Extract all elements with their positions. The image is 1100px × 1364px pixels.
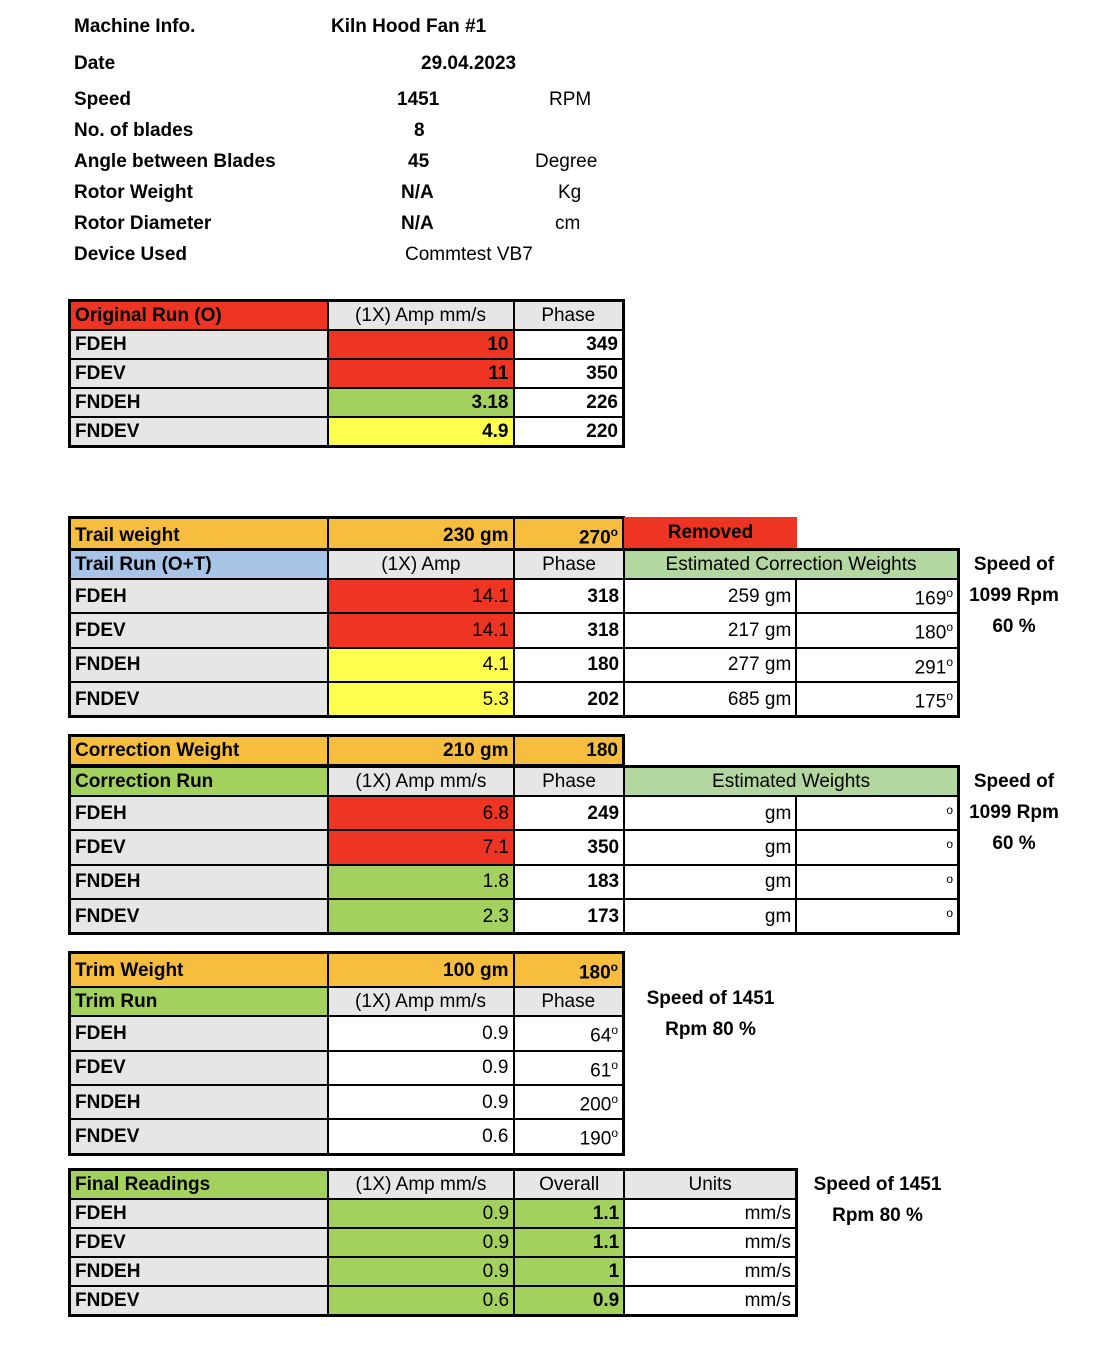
amp-header: (1X) Amp mm/s bbox=[328, 987, 514, 1016]
row-label: FDEV bbox=[70, 1051, 328, 1085]
est-angle bbox=[796, 899, 958, 934]
machine-label: Machine Info. bbox=[74, 16, 196, 37]
est-weight: 277 gm bbox=[624, 648, 796, 682]
row-label: FDEV bbox=[70, 613, 328, 647]
degree-icon: o bbox=[946, 654, 953, 669]
table-header-row bbox=[70, 1170, 797, 1200]
phase-value: 183 bbox=[514, 865, 624, 899]
degree-icon: o bbox=[946, 837, 953, 852]
row-label: FNDEH bbox=[70, 388, 328, 417]
phase-header: Phase bbox=[514, 987, 624, 1016]
row-label: FDEH bbox=[70, 1016, 328, 1050]
machine-value: Kiln Hood Fan #1 bbox=[331, 16, 487, 37]
degree-icon: o bbox=[611, 1057, 618, 1072]
table-row bbox=[70, 330, 624, 359]
est-weight: gm bbox=[624, 865, 796, 899]
correction-speed-note bbox=[960, 766, 1068, 859]
row-label: FNDEV bbox=[70, 682, 328, 717]
table-row bbox=[70, 830, 959, 864]
amp-value: 11 bbox=[328, 359, 514, 388]
speed-label: Speed bbox=[74, 89, 132, 110]
table-row bbox=[70, 359, 624, 388]
date-value: 29.04.2023 bbox=[421, 53, 517, 74]
amp-value: 3.18 bbox=[328, 388, 514, 417]
trial-run-title: Trail Run (O+T) bbox=[70, 550, 328, 580]
row-label: FNDEV bbox=[70, 1119, 328, 1154]
overall-header: Overall bbox=[514, 1170, 624, 1200]
row-label: FDEV bbox=[70, 1228, 328, 1257]
amp-header: (1X) Amp mm/s bbox=[328, 1170, 514, 1200]
speed-note-line: Speed of bbox=[973, 554, 1055, 575]
table-header-row bbox=[70, 767, 959, 797]
speed-note-line: Rpm 80 % bbox=[665, 1019, 756, 1040]
rotor-diameter-value: N/A bbox=[401, 213, 434, 234]
amp-value: 7.1 bbox=[328, 830, 514, 864]
overall-value: 1.1 bbox=[514, 1228, 624, 1257]
amp-value: 0.9 bbox=[328, 1199, 514, 1228]
table-row bbox=[70, 865, 959, 899]
trial-weight-value: 230 gm bbox=[328, 518, 514, 553]
overall-value: 0.9 bbox=[514, 1286, 624, 1316]
row-label: FDEH bbox=[70, 796, 328, 830]
angle-unit: Degree bbox=[535, 151, 598, 172]
trial-weight-label: Trail weight bbox=[70, 518, 328, 553]
amp-value: 14.1 bbox=[328, 613, 514, 647]
phase-value: 318 bbox=[514, 613, 624, 647]
trial-speed-note bbox=[960, 549, 1068, 642]
speed-note-line: 60 % bbox=[992, 833, 1036, 854]
phase-header: Phase bbox=[514, 301, 624, 331]
speed-note-line: 1099 Rpm bbox=[969, 585, 1059, 606]
amp-value: 10 bbox=[328, 330, 514, 359]
table-header-row bbox=[70, 301, 624, 331]
phase-value: 350 bbox=[514, 359, 624, 388]
phase-value: 64$^o$ bbox=[514, 1016, 624, 1050]
blades-label: No. of blades bbox=[74, 120, 194, 141]
phase-value: 349 bbox=[514, 330, 624, 359]
units-value: mm/s bbox=[624, 1199, 796, 1228]
trial-weight-angle: 270$^o$ bbox=[514, 518, 624, 553]
est-weight: gm bbox=[624, 796, 796, 830]
units-header: Units bbox=[624, 1170, 796, 1200]
correction-weight-table bbox=[68, 734, 625, 767]
overall-value: 1 bbox=[514, 1257, 624, 1286]
table-row bbox=[70, 1119, 624, 1154]
blades-value: 8 bbox=[414, 120, 425, 141]
row-label: FDEH bbox=[70, 579, 328, 613]
degree-icon: o bbox=[946, 586, 953, 600]
estimated-correction-header: Estimated Correction Weights bbox=[624, 550, 958, 580]
speed-note-line: 1099 Rpm bbox=[969, 802, 1059, 823]
trim-weight-row bbox=[70, 953, 624, 988]
amp-value: 5.3 bbox=[328, 682, 514, 717]
table-row bbox=[70, 613, 959, 647]
est-angle: 175$^o$ bbox=[796, 682, 958, 717]
table-row bbox=[70, 579, 959, 613]
correction-run-title: Correction Run bbox=[70, 767, 328, 797]
row-label: FNDEV bbox=[70, 417, 328, 447]
amp-header: (1X) Amp mm/s bbox=[328, 301, 514, 331]
amp-value: 14.1 bbox=[328, 579, 514, 613]
phase-header: Phase bbox=[514, 767, 624, 797]
row-label: FDEV bbox=[70, 359, 328, 388]
phase-value: 190$^o$ bbox=[514, 1119, 624, 1154]
amp-value: 6.8 bbox=[328, 796, 514, 830]
est-angle bbox=[796, 796, 958, 830]
angle-value: 45 bbox=[408, 151, 430, 172]
table-row bbox=[70, 1286, 797, 1316]
removed-badge: Removed bbox=[624, 517, 797, 548]
rotor-weight-unit: Kg bbox=[558, 182, 582, 203]
table-row bbox=[70, 682, 959, 717]
degree-icon: o bbox=[610, 525, 618, 539]
phase-value: 226 bbox=[514, 388, 624, 417]
table-row bbox=[70, 1199, 797, 1228]
degree-icon: o bbox=[610, 960, 618, 974]
amp-value: 1.8 bbox=[328, 865, 514, 899]
est-angle: 169$^o$ bbox=[796, 579, 958, 613]
phase-value: 61$^o$ bbox=[514, 1051, 624, 1085]
table-row bbox=[70, 417, 624, 447]
table-header-row bbox=[70, 550, 959, 580]
degree-icon: o bbox=[946, 803, 953, 817]
row-label: FNDEH bbox=[70, 1085, 328, 1119]
table-row bbox=[70, 1257, 797, 1286]
correction-weight-value: 210 gm bbox=[328, 736, 514, 766]
table-row bbox=[70, 1051, 624, 1085]
amp-value: 0.6 bbox=[328, 1286, 514, 1316]
original-run-title: Original Run (O) bbox=[70, 301, 328, 331]
row-label: FNDEV bbox=[70, 1286, 328, 1316]
amp-value: 0.6 bbox=[328, 1119, 514, 1154]
rotor-diameter-unit: cm bbox=[555, 213, 581, 234]
correction-weight-angle: 180 bbox=[514, 736, 624, 766]
trim-run-table bbox=[68, 951, 625, 1156]
speed-note-line: 60 % bbox=[992, 616, 1036, 637]
final-speed-note bbox=[800, 1169, 955, 1231]
amp-header: (1X) Amp bbox=[328, 550, 514, 580]
speed-note-line: Speed of bbox=[973, 771, 1055, 792]
est-angle: 180$^o$ bbox=[796, 613, 958, 647]
trim-speed-note bbox=[628, 983, 793, 1045]
amp-value: 0.9 bbox=[328, 1228, 514, 1257]
amp-value: 2.3 bbox=[328, 899, 514, 934]
phase-value: 220 bbox=[514, 417, 624, 447]
original-run-table bbox=[68, 299, 625, 448]
final-readings-title: Final Readings bbox=[70, 1170, 328, 1200]
amp-value: 4.1 bbox=[328, 648, 514, 682]
row-label: FDEH bbox=[70, 330, 328, 359]
estimated-weights-header: Estimated Weights bbox=[624, 767, 958, 797]
final-readings-table bbox=[68, 1168, 798, 1317]
table-row bbox=[70, 1228, 797, 1257]
phase-value: 350 bbox=[514, 830, 624, 864]
degree-icon: o bbox=[946, 688, 953, 703]
table-header-row bbox=[70, 987, 624, 1016]
rotor-weight-value: N/A bbox=[401, 182, 434, 203]
phase-value: 173 bbox=[514, 899, 624, 934]
correction-weight-label: Correction Weight bbox=[70, 736, 328, 766]
row-label: FNDEV bbox=[70, 899, 328, 934]
degree-icon: o bbox=[946, 620, 953, 635]
speed-note-line: Speed of 1451 bbox=[646, 988, 775, 1009]
est-weight: gm bbox=[624, 830, 796, 864]
amp-value: 4.9 bbox=[328, 417, 514, 447]
table-row bbox=[70, 899, 959, 934]
amp-value: 0.9 bbox=[328, 1085, 514, 1119]
speed-unit: RPM bbox=[549, 89, 592, 110]
trial-run-table bbox=[68, 548, 960, 718]
rotor-weight-label: Rotor Weight bbox=[74, 182, 193, 203]
amp-header: (1X) Amp mm/s bbox=[328, 767, 514, 797]
est-weight: 217 gm bbox=[624, 613, 796, 647]
amp-value: 0.9 bbox=[328, 1257, 514, 1286]
phase-value: 180 bbox=[514, 648, 624, 682]
degree-icon: o bbox=[946, 871, 953, 886]
degree-icon: o bbox=[946, 905, 953, 920]
phase-value: 200$^o$ bbox=[514, 1085, 624, 1119]
device-value: Commtest VB7 bbox=[405, 244, 533, 265]
est-weight: gm bbox=[624, 899, 796, 934]
correction-weight-row bbox=[70, 736, 624, 766]
trim-run-title: Trim Run bbox=[70, 987, 328, 1016]
phase-value: 202 bbox=[514, 682, 624, 717]
degree-icon: o bbox=[611, 1023, 618, 1038]
degree-icon: o bbox=[611, 1091, 618, 1106]
trim-weight-label: Trim Weight bbox=[70, 953, 328, 988]
row-label: FDEV bbox=[70, 830, 328, 864]
est-angle bbox=[796, 830, 958, 864]
angle-label: Angle between Blades bbox=[74, 151, 276, 172]
amp-value: 0.9 bbox=[328, 1016, 514, 1050]
units-value: mm/s bbox=[624, 1286, 796, 1316]
amp-value: 0.9 bbox=[328, 1051, 514, 1085]
row-label: FNDEH bbox=[70, 1257, 328, 1286]
table-row bbox=[70, 1016, 624, 1050]
units-value: mm/s bbox=[624, 1228, 796, 1257]
phase-value: 249 bbox=[514, 796, 624, 830]
table-row bbox=[70, 388, 624, 417]
row-label: FDEH bbox=[70, 1199, 328, 1228]
est-weight: 685 gm bbox=[624, 682, 796, 717]
row-label: FNDEH bbox=[70, 865, 328, 899]
rotor-diameter-label: Rotor Diameter bbox=[74, 213, 212, 234]
table-row bbox=[70, 648, 959, 682]
row-label: FNDEH bbox=[70, 648, 328, 682]
correction-run-table bbox=[68, 765, 960, 935]
phase-header: Phase bbox=[514, 550, 624, 580]
est-weight: 259 gm bbox=[624, 579, 796, 613]
est-angle: 291$^o$ bbox=[796, 648, 958, 682]
speed-note-line: Speed of 1451 bbox=[813, 1174, 942, 1195]
trim-weight-value: 100 gm bbox=[328, 953, 514, 988]
trim-weight-angle: 180$^o$ bbox=[514, 953, 624, 988]
degree-icon: o bbox=[611, 1126, 618, 1141]
speed-value: 1451 bbox=[397, 89, 440, 110]
est-angle bbox=[796, 865, 958, 899]
overall-value: 1.1 bbox=[514, 1199, 624, 1228]
device-label: Device Used bbox=[74, 244, 188, 265]
table-row bbox=[70, 796, 959, 830]
table-row bbox=[70, 1085, 624, 1119]
date-label: Date bbox=[74, 53, 116, 74]
units-value: mm/s bbox=[624, 1257, 796, 1286]
speed-note-line: Rpm 80 % bbox=[832, 1205, 923, 1226]
phase-value: 318 bbox=[514, 579, 624, 613]
